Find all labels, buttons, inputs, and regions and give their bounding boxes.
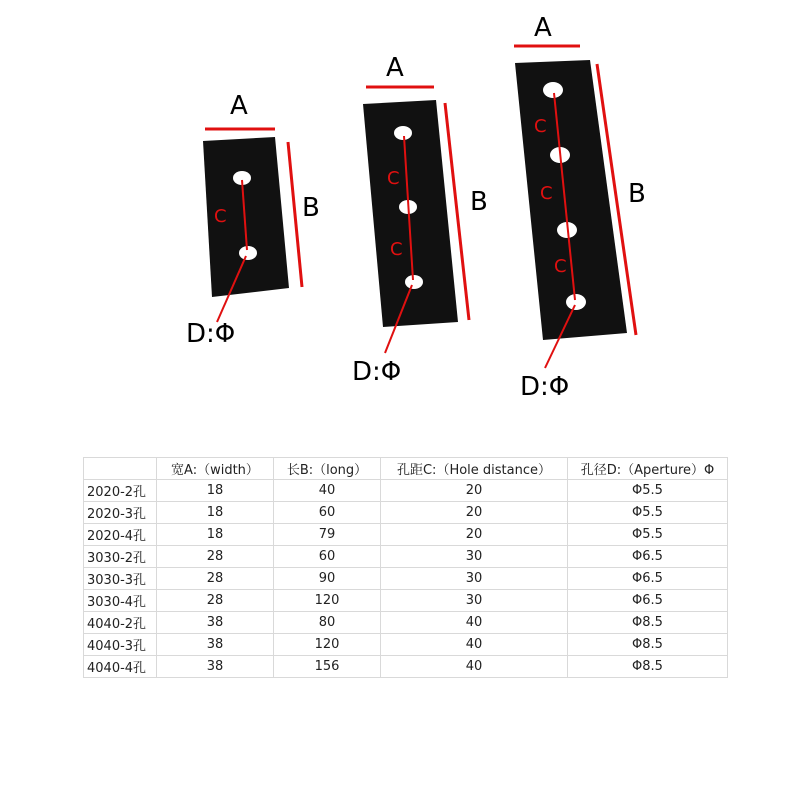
table-cell: 30 — [381, 546, 568, 568]
table-header-row — [84, 458, 728, 480]
table-cell: Φ8.5 — [568, 612, 728, 634]
label-b: B — [302, 193, 320, 223]
table-cell: Φ5.5 — [568, 524, 728, 546]
table-cell: 3030-2孔 — [84, 546, 157, 568]
table-row — [84, 568, 728, 590]
table-cell: Φ6.5 — [568, 568, 728, 590]
table-cell: 18 — [157, 524, 274, 546]
label-c: C — [390, 239, 403, 260]
column-header: 宽A:（width） — [157, 458, 274, 480]
table-cell: 28 — [157, 568, 274, 590]
table-cell: Φ6.5 — [568, 590, 728, 612]
table-row — [84, 612, 728, 634]
column-header: 长B:（long） — [274, 458, 381, 480]
table-cell: 2020-3孔 — [84, 502, 157, 524]
table-cell: Φ8.5 — [568, 656, 728, 678]
table-cell: 4040-3孔 — [84, 634, 157, 656]
label-c: C — [214, 206, 227, 227]
table-cell: Φ5.5 — [568, 480, 728, 502]
table-cell: 120 — [274, 634, 381, 656]
table-cell: 20 — [381, 524, 568, 546]
table-cell: 40 — [381, 612, 568, 634]
column-header — [84, 458, 157, 480]
label-a: A — [230, 91, 248, 121]
label-c: C — [534, 116, 547, 137]
table-cell: 3030-4孔 — [84, 590, 157, 612]
label-c: C — [554, 256, 567, 277]
table-cell: 2020-4孔 — [84, 524, 157, 546]
table-cell: 40 — [274, 480, 381, 502]
column-header: 孔距C:（Hole distance） — [381, 458, 568, 480]
label-b: B — [628, 179, 646, 209]
label-d: D:Φ — [352, 357, 402, 387]
label-d: D:Φ — [520, 372, 570, 402]
table-cell: 3030-3孔 — [84, 568, 157, 590]
plate-3-hole — [352, 53, 488, 387]
table-cell: 79 — [274, 524, 381, 546]
label-d: D:Φ — [186, 319, 236, 349]
spec-table — [83, 457, 728, 678]
table-cell: 90 — [274, 568, 381, 590]
plate-2-hole — [186, 91, 320, 349]
table-row — [84, 546, 728, 568]
label-a: A — [386, 53, 404, 83]
table-cell: 60 — [274, 502, 381, 524]
table-row — [84, 590, 728, 612]
table-cell: 60 — [274, 546, 381, 568]
table-cell: 80 — [274, 612, 381, 634]
table-cell: 20 — [381, 502, 568, 524]
table-cell: 40 — [381, 656, 568, 678]
table-cell: 28 — [157, 546, 274, 568]
table-row — [84, 634, 728, 656]
table-cell: 4040-2孔 — [84, 612, 157, 634]
table-cell: 38 — [157, 634, 274, 656]
table-cell: 38 — [157, 612, 274, 634]
table-row — [84, 656, 728, 678]
table-row — [84, 524, 728, 546]
table-cell: 40 — [381, 634, 568, 656]
label-c: C — [387, 168, 400, 189]
table-row — [84, 502, 728, 524]
table-cell: 38 — [157, 656, 274, 678]
table-cell: 156 — [274, 656, 381, 678]
table-cell: 18 — [157, 502, 274, 524]
table-cell: Φ5.5 — [568, 502, 728, 524]
label-b: B — [470, 187, 488, 217]
table-row — [84, 480, 728, 502]
table-cell: Φ6.5 — [568, 546, 728, 568]
table-cell: 4040-4孔 — [84, 656, 157, 678]
table-cell: 18 — [157, 480, 274, 502]
table-cell: 120 — [274, 590, 381, 612]
table-cell: 28 — [157, 590, 274, 612]
table-cell: 20 — [381, 480, 568, 502]
label-a: A — [534, 13, 552, 43]
table-cell: Φ8.5 — [568, 634, 728, 656]
label-c: C — [540, 183, 553, 204]
plate-4-hole — [514, 13, 646, 402]
column-header: 孔径D:（Aperture）Φ — [568, 458, 728, 480]
table-cell: 30 — [381, 568, 568, 590]
table-cell: 30 — [381, 590, 568, 612]
table-cell: 2020-2孔 — [84, 480, 157, 502]
